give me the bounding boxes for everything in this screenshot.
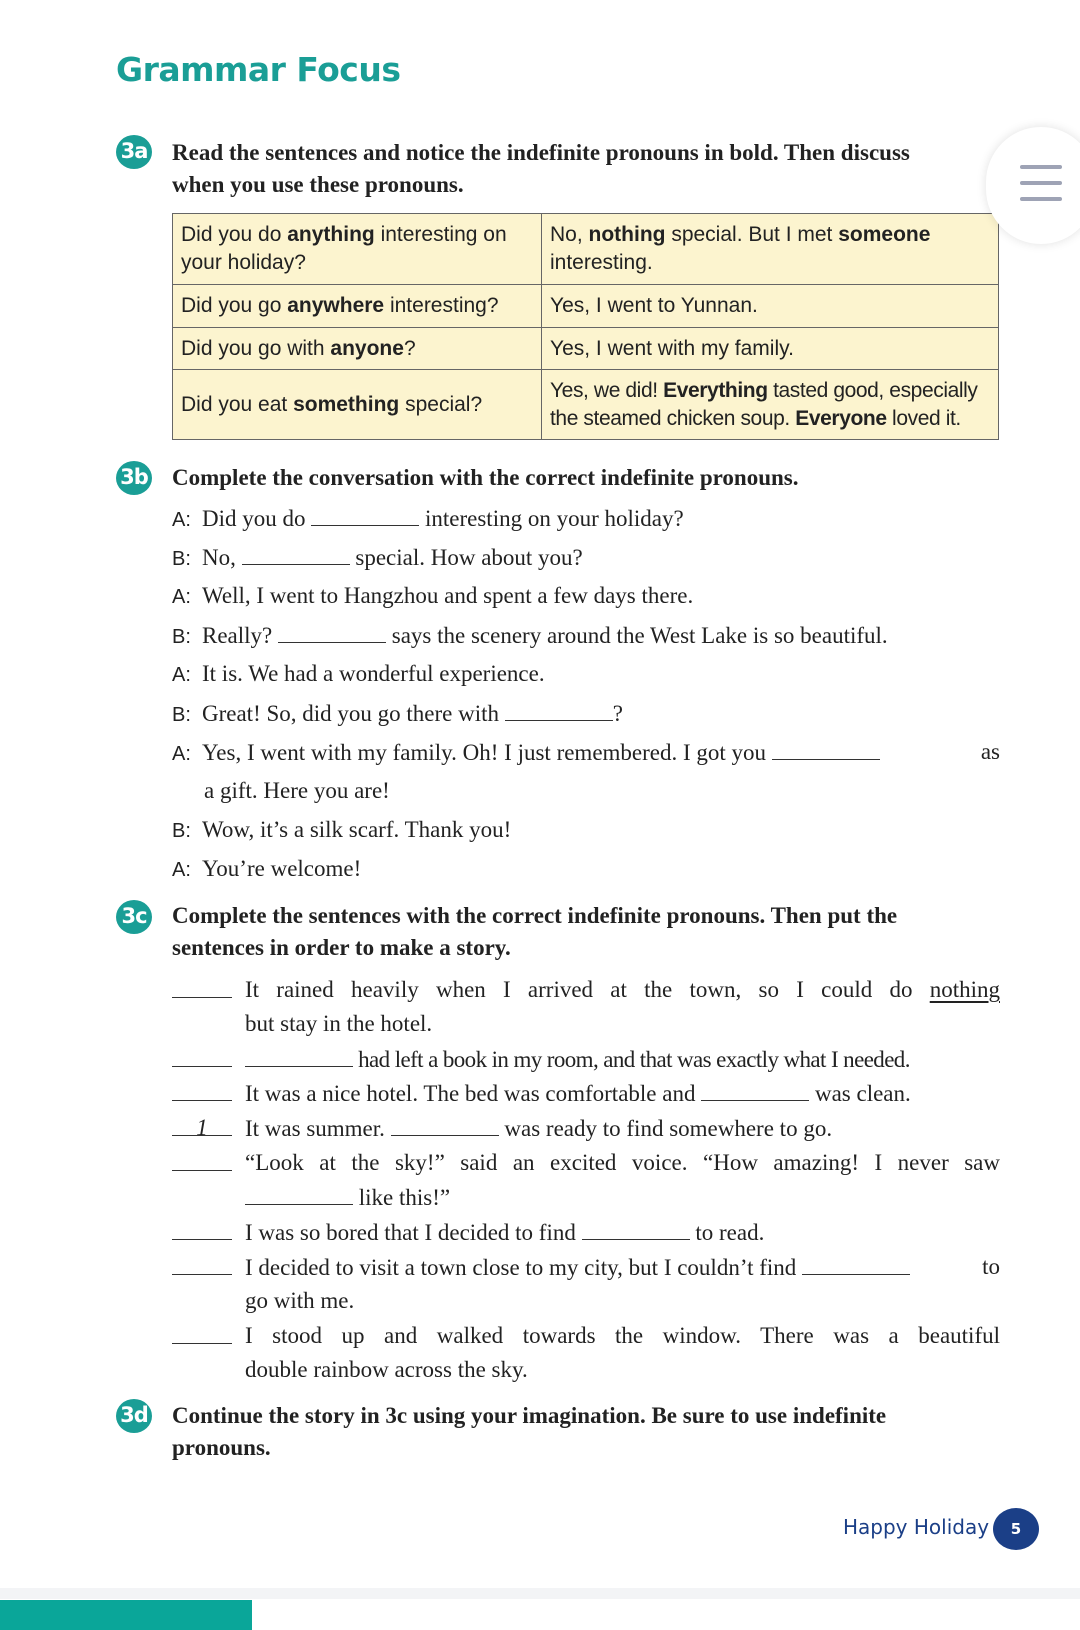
instruction-line: sentences in order to make a story. [172,935,511,960]
exercise-3a-instruction [172,137,1002,201]
instruction-line: Continue the story in 3c using your imagination. Be sure to use indefinite [172,1403,887,1428]
bottom-tab-bar[interactable] [0,1600,252,1630]
dialogue-line: B: Great! So, did you go there with ? [172,698,623,730]
answer-blank[interactable] [311,503,419,526]
table-row [173,370,999,440]
exercise-badge-3d: 3d [116,1399,152,1433]
dialogue-line: B: Wow, it’s a silk scarf. Thank you! [172,817,512,842]
answer-blank[interactable] [505,698,613,721]
dialogue-line: A: Yes, I went with my family. Oh! I just remembered. I got you as [172,739,1000,765]
order-blank[interactable] [172,1148,232,1171]
exercise-3c-instruction [172,900,1002,964]
answer-blank[interactable] [582,1217,690,1240]
answer-blank[interactable] [391,1113,499,1136]
question-cell: Did you go anywhere interesting? [173,285,542,328]
answer-cell: No, nothing special. But I met someone interesting. [542,214,999,285]
page-number: 5 [993,1508,1039,1550]
answer-blank[interactable] [245,1044,353,1067]
dialogue-line: B: Really? says the scenery around the West Lake is so beautiful. [172,620,888,652]
question-cell: Did you do anything interesting on your holiday? [173,214,542,285]
table-row [173,328,999,370]
order-blank[interactable] [172,1044,232,1067]
question-cell: Did you eat something special? [173,370,542,440]
instruction-line: Complete the sentences with the correct indefinite pronouns. Then put the [172,903,898,928]
order-blank[interactable] [172,1217,232,1240]
answer-blank[interactable] [701,1078,809,1101]
answer-cell: Yes, I went to Yunnan. [542,285,999,328]
dialogue-line: A: Did you do interesting on your holiday? [172,503,684,535]
menu-button[interactable] [986,127,1080,244]
unit-title: Happy Holiday [843,1515,990,1539]
exercise-3d-instruction [172,1400,1002,1464]
dialogue-line: A: Well, I went to Hangzhou and spent a few days there. [172,583,694,608]
table-row [173,214,999,285]
exercise-badge-3b: 3b [116,461,152,495]
answer-cell: Yes, I went with my family. [542,328,999,370]
table-row [173,285,999,328]
order-blank[interactable] [172,1252,232,1275]
exercise-3b-instruction: Complete the conversation with the correct indefinite pronouns. [172,465,799,490]
section-title: Grammar Focus [116,50,401,89]
order-blank[interactable] [172,975,232,998]
exercise-badge-3a: 3a [116,135,152,169]
answer-blank[interactable] [278,620,386,643]
question-cell: Did you go with anyone? [173,328,542,370]
answer-blank[interactable] [242,542,350,565]
dialogue-line: A: You’re welcome! [172,856,362,881]
order-blank[interactable]: 1 [172,1113,232,1136]
exercise-badge-3c: 3c [116,900,152,934]
answer-blank[interactable] [245,1182,353,1205]
answer-cell: Yes, we did! Everything tasted good, especially the steamed chicken soup. Everyone loved it. [542,370,999,440]
instruction-line: pronouns. [172,1435,271,1460]
dialogue-line: B: No, special. How about you? [172,542,583,574]
dialogue-line: A: It is. We had a wonderful experience. [172,661,545,686]
order-blank[interactable] [172,1321,232,1344]
instruction-line: when you use these pronouns. [172,172,464,197]
answer-blank[interactable] [802,1252,910,1275]
pronoun-table [172,213,999,440]
instruction-line: Read the sentences and notice the indefinite pronouns in bold. Then discuss [172,140,910,165]
answer-blank[interactable] [772,737,880,760]
order-blank[interactable] [172,1078,232,1101]
dialogue-line-continued: a gift. Here you are! [204,778,390,803]
divider [0,1588,1080,1599]
